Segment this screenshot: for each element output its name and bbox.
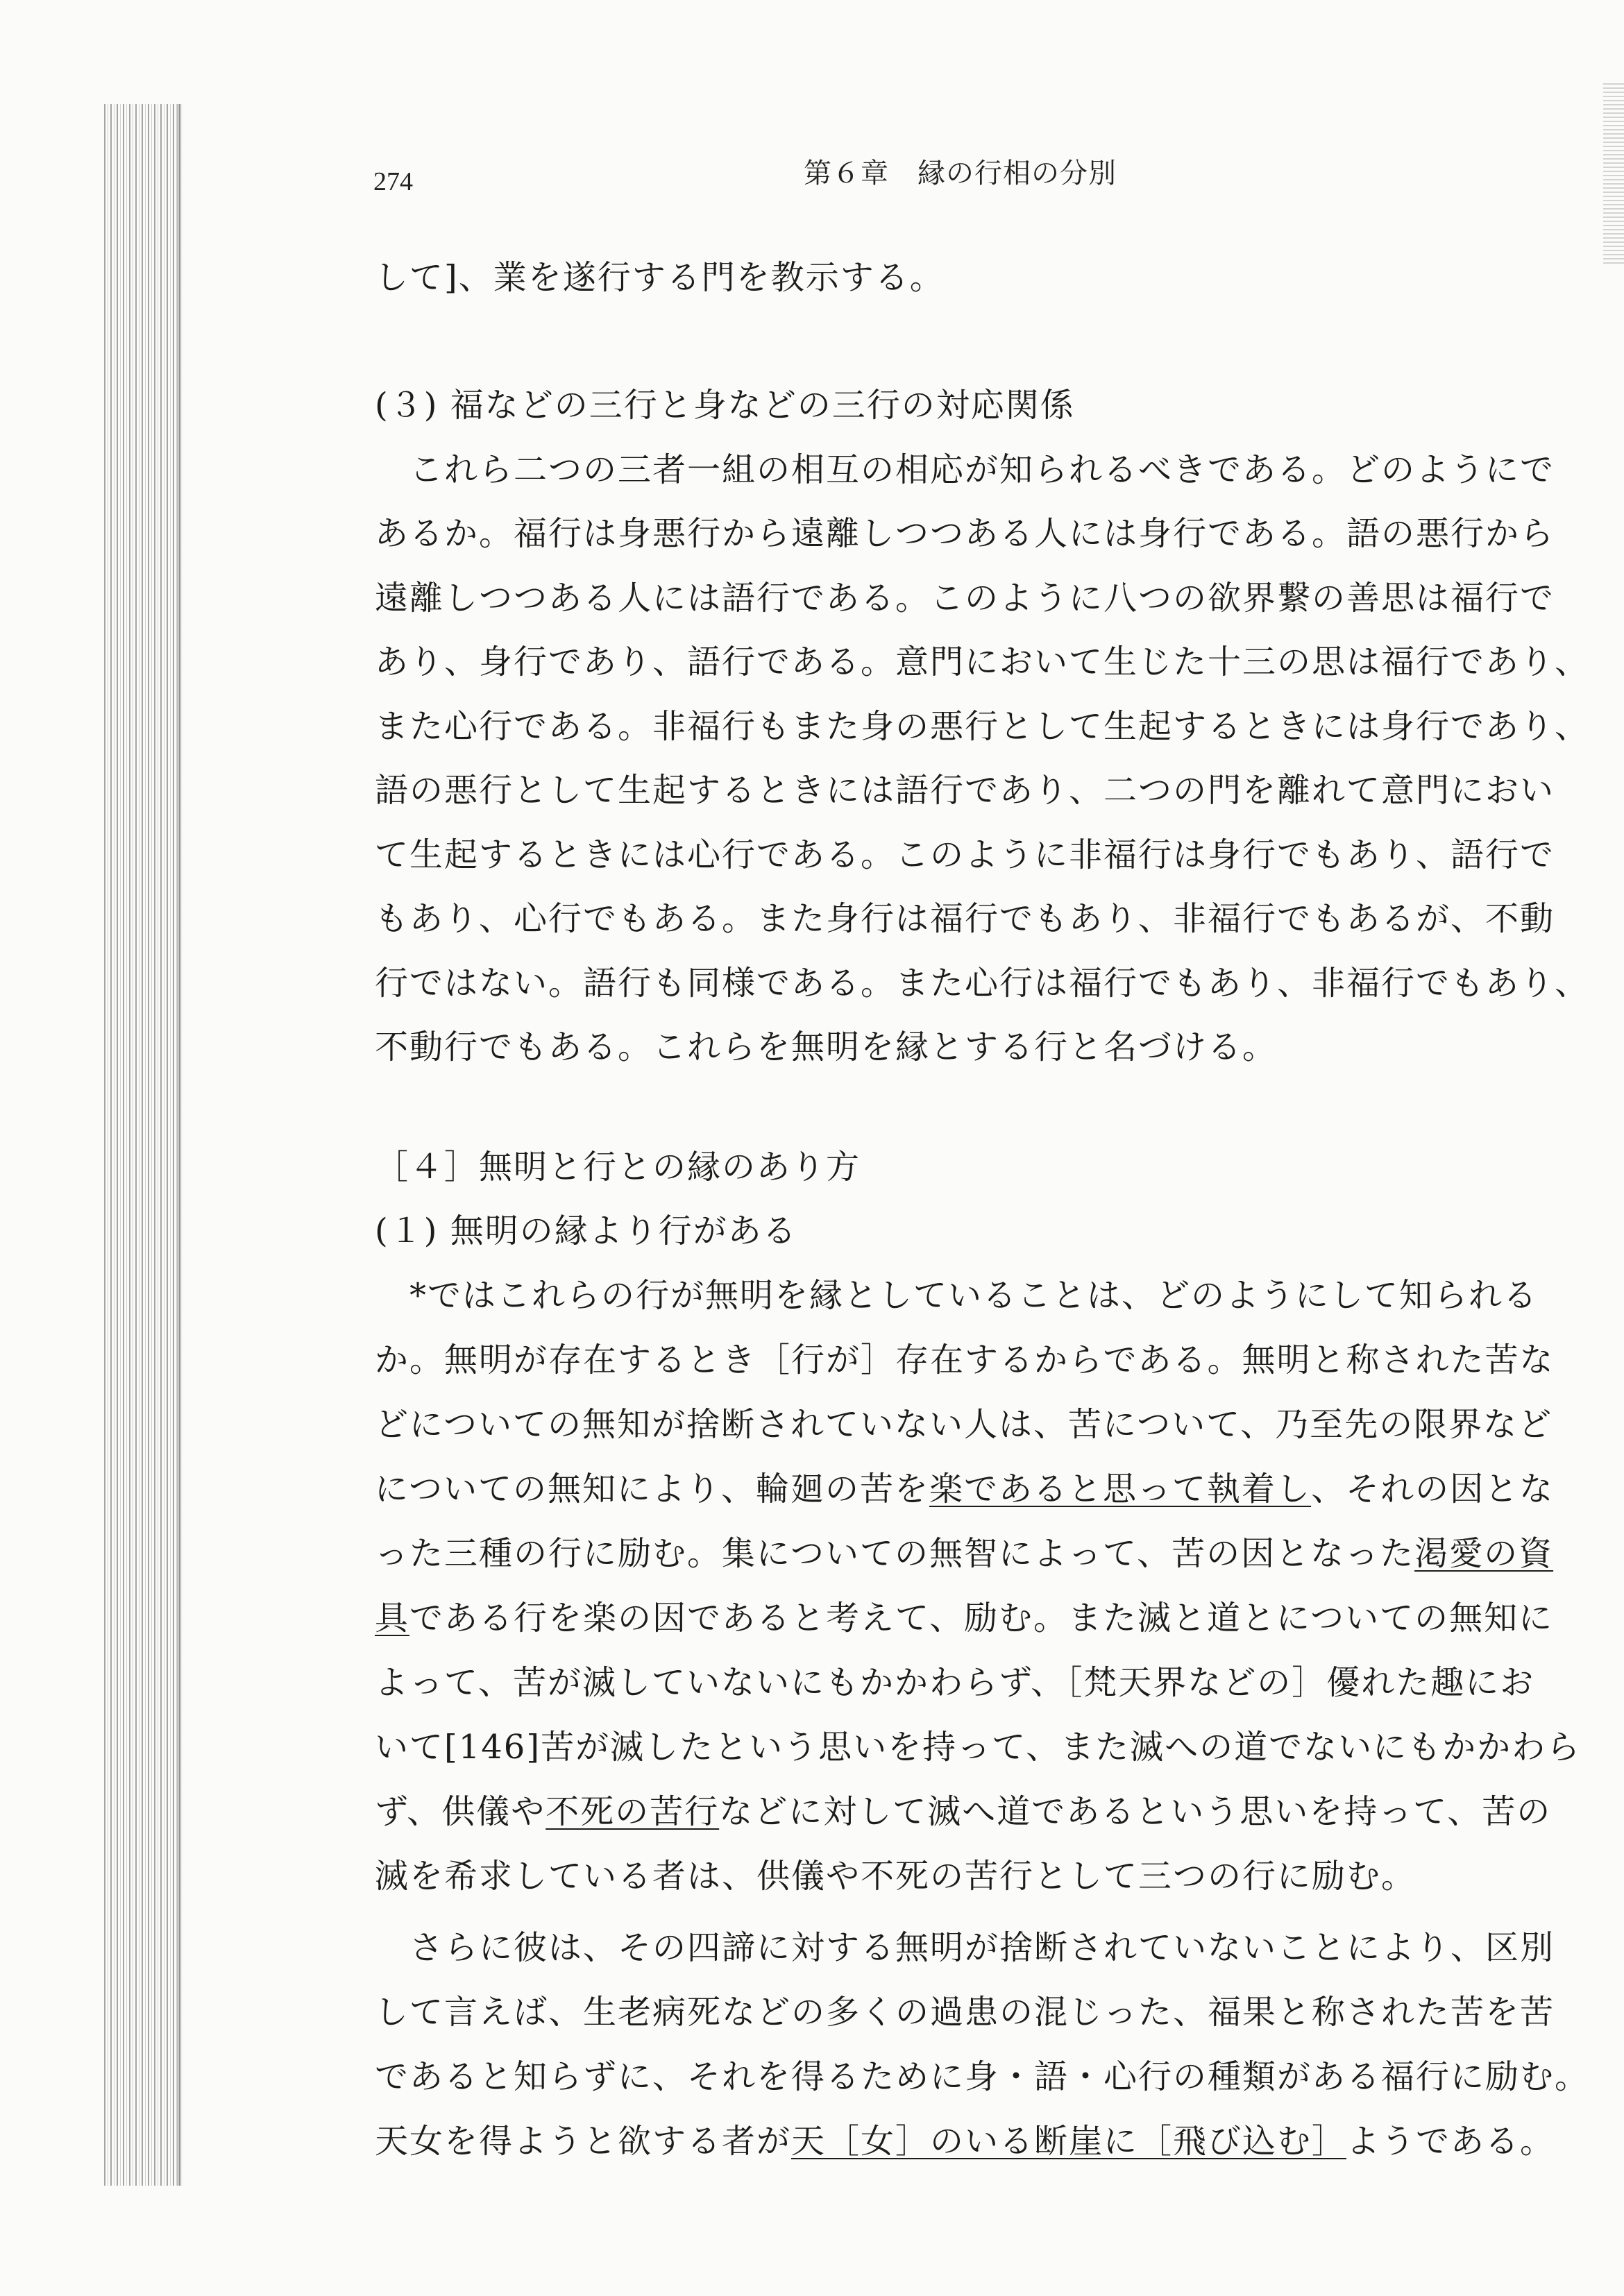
gutter-shadow <box>177 104 183 2186</box>
text-line <box>375 2122 1555 2161</box>
subsection-heading: (１) 無明の縁より行がある <box>375 1211 797 1250</box>
page-number: 274 <box>373 167 413 196</box>
text-line: これら二つの三者一組の相互の相応が知られるべきである。どのようにで <box>375 450 1555 489</box>
text-line: であると知らずに、それを得るために身・語・心行の種類がある福行に励む。 <box>375 2057 1590 2096</box>
text-line: いて[146]苦が滅したという思いを持って、また滅への道でないにもかかわら <box>375 1728 1582 1767</box>
underlined-phrase: 具 <box>375 1599 410 1638</box>
text-line: 語の悪行として生起するときには語行であり、二つの門を離れて意門におい <box>375 771 1555 810</box>
underlined-phrase: 不死の苦行 <box>545 1792 720 1831</box>
text-line <box>375 1599 1554 1638</box>
underlined-phrase: 楽であると思って執着し <box>929 1470 1312 1508</box>
text-line: よって、苦が滅していないにもかかわらず、［梵天界などの］優れた趣にお <box>375 1663 1535 1702</box>
text-run: などに対して滅へ道であるという思いを持って、苦の <box>719 1792 1552 1831</box>
text-line: 不動行でもある。これらを無明を縁とする行と名づける。 <box>375 1028 1278 1066</box>
text-line: あり、身行であり、語行である。意門において生じた十三の思は福行であり、 <box>375 643 1590 681</box>
text-run: 、それの因とな <box>1311 1470 1555 1508</box>
text-line <box>375 1792 1552 1831</box>
text-line <box>375 1472 1554 1506</box>
section-heading: (３) 福などの三行と身などの三行の対応関係 <box>375 386 1075 425</box>
section-heading: ［４］無明と行との縁のあり方 <box>375 1148 861 1187</box>
text-line: して言えば、生老病死などの多くの過患の混じった、福果と称された苦を苦 <box>375 1993 1555 2032</box>
text-run: についての無知により、輪廻の苦を <box>375 1470 930 1508</box>
text-line: どについての無知が捨断されていない人は、苦について、乃至先の限界など <box>375 1405 1553 1444</box>
text-run: 天女を得ようと欲する者が <box>375 2122 792 2161</box>
text-line: 遠離しつつある人には語行である。このように八つの欲界繋の善思は福行で <box>375 579 1555 618</box>
underlined-phrase: 天［女］のいる断崖に［飛び込む］ <box>791 2122 1347 2161</box>
text-line: あるか。福行は身悪行から遠離しつつある人には身行である。語の悪行から <box>375 514 1555 553</box>
text-line: *ではこれらの行が無明を縁としていることは、どのようにして知られる <box>375 1276 1539 1315</box>
text-run: ようである。 <box>1346 2122 1555 2161</box>
running-head: 第６章 縁の行相の分別 <box>804 158 1117 189</box>
text-run: ず、供儀や <box>375 1792 546 1831</box>
text-line: 滅を希求している者は、供儀や不死の苦行として三つの行に励む。 <box>375 1857 1416 1896</box>
edge-scan-artifact <box>1603 83 1624 264</box>
binding-gutter-artifact <box>104 104 180 2186</box>
text-line: もあり、心行でもある。また身行は福行でもあり、非福行でもあるが、不動 <box>375 899 1555 938</box>
text-line <box>375 1534 1554 1573</box>
text-line: さらに彼は、その四諦に対する無明が捨断されていないことにより、区別 <box>375 1928 1555 1967</box>
text-run: った三種の行に励む。集についての無智によって、苦の因となった <box>375 1534 1415 1573</box>
text-line: 行ではない。語行も同様である。また心行は福行でもあり、非福行でもあり、 <box>375 964 1590 1003</box>
text-run: である行を楽の因であると考えて、励む。また滅と道とについての無知に <box>409 1599 1554 1638</box>
text-line: また心行である。非福行もまた身の悪行として生起するときには身行であり、 <box>375 707 1590 746</box>
text-line: して]、業を遂行する門を教示する。 <box>375 258 945 297</box>
underlined-phrase: 渇愛の資 <box>1414 1534 1554 1573</box>
text-line: て生起するときには心行である。このように非福行は身行でもあり、語行で <box>375 835 1555 874</box>
text-line: か。無明が存在するとき［行が］存在するからである。無明と称された苦な <box>375 1341 1555 1379</box>
